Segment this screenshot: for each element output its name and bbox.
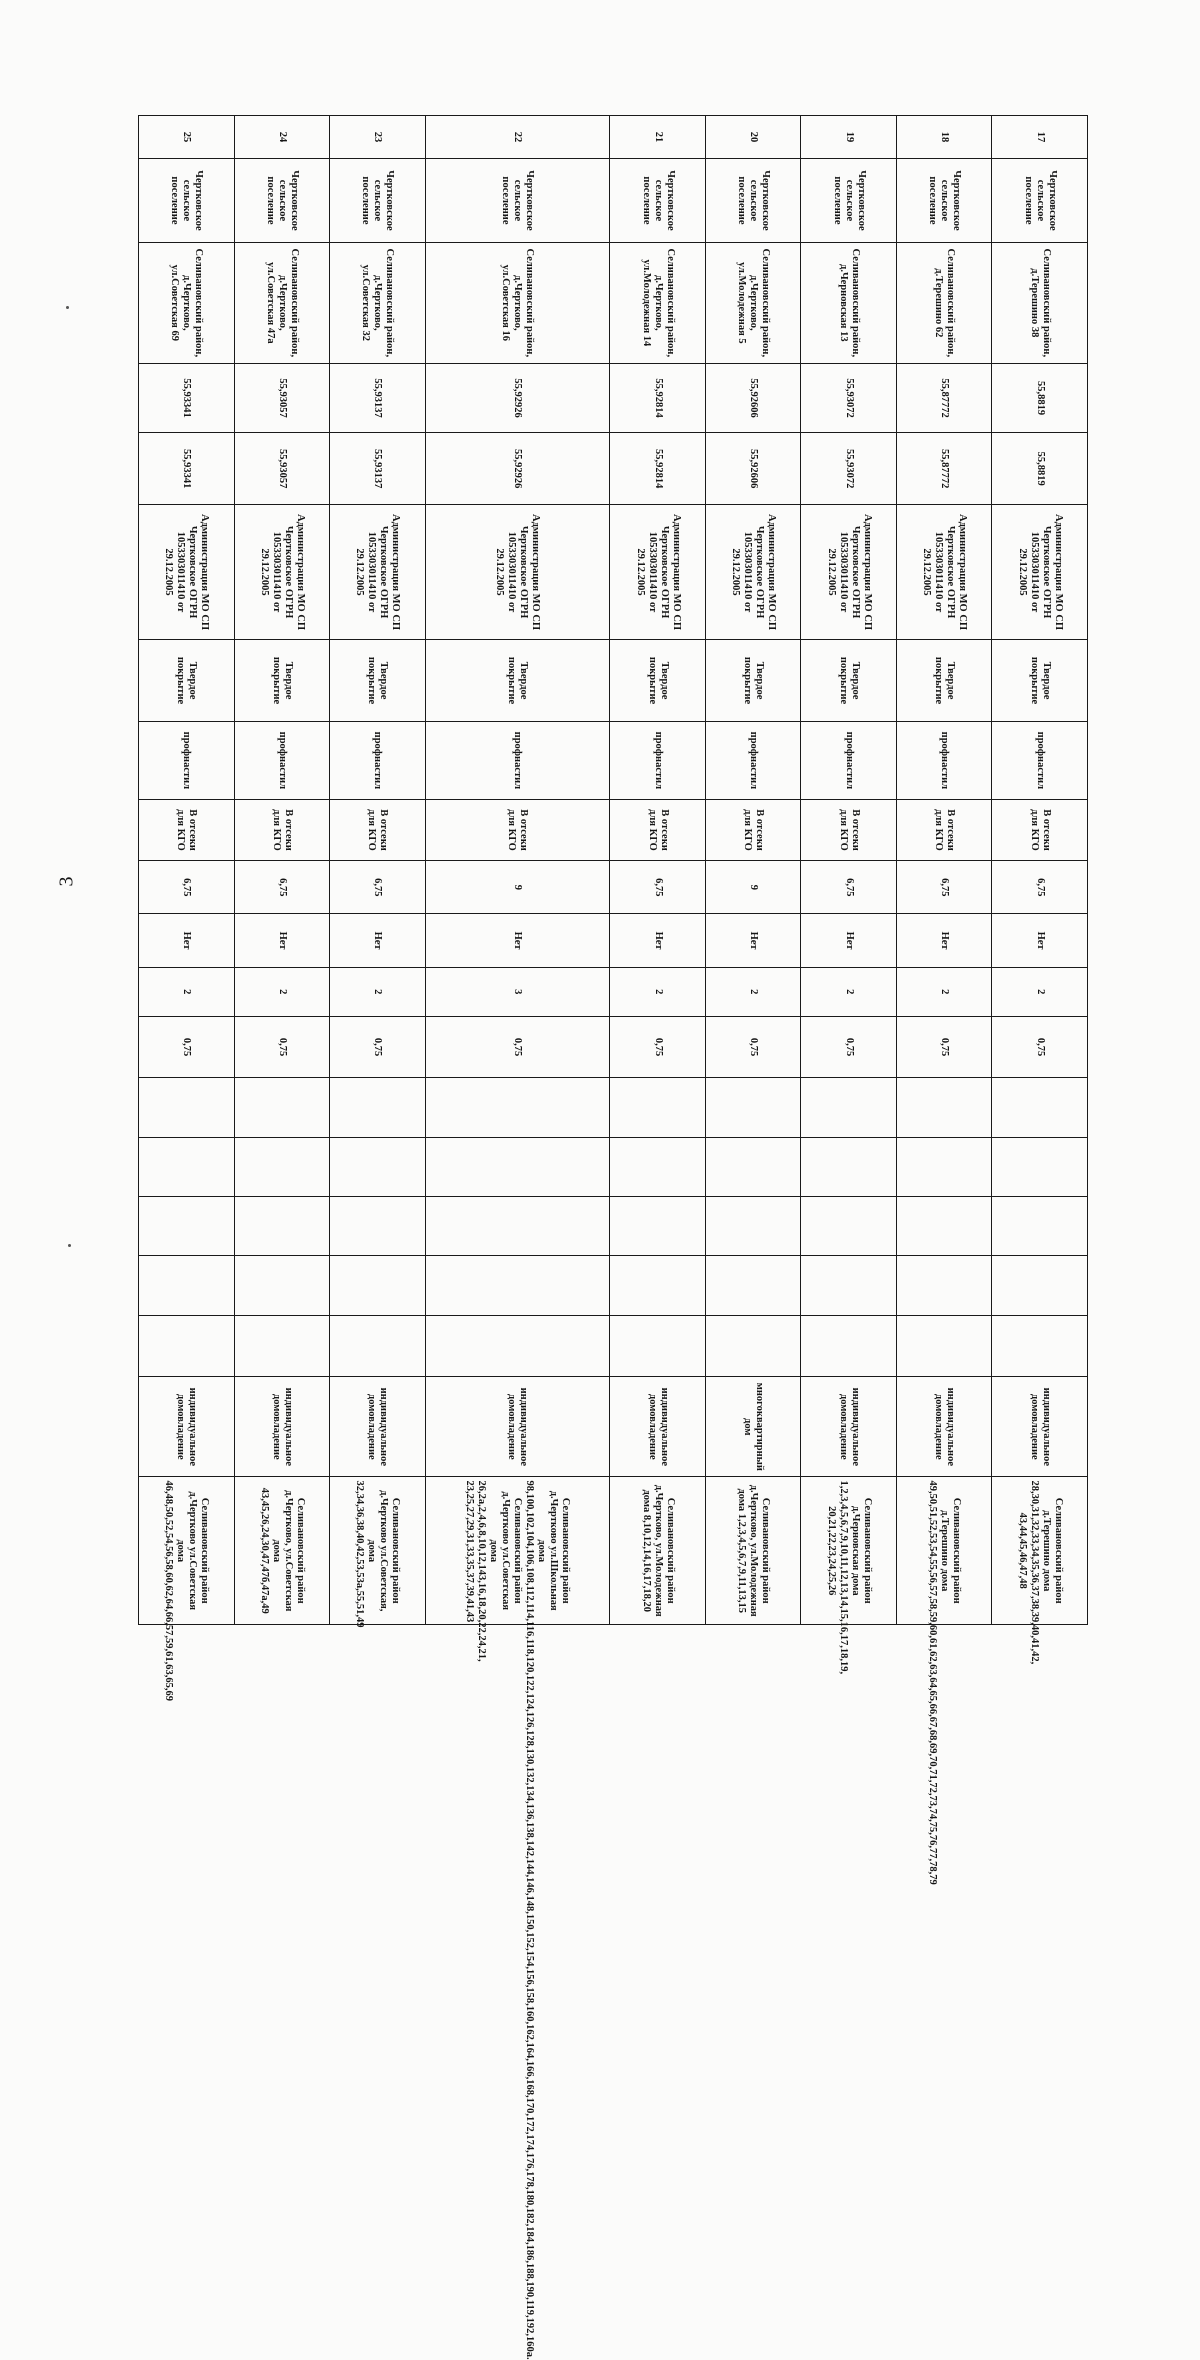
empty-cell [139, 1137, 235, 1196]
empty-cell [705, 1078, 801, 1137]
empty-cell [801, 1137, 897, 1196]
empty-cell [330, 1196, 426, 1255]
empty-cell [425, 1078, 610, 1137]
area-cell: 6,75 [139, 861, 235, 914]
empty-cell [896, 1315, 992, 1376]
container-volume-cell: 0,75 [801, 1016, 897, 1077]
fence-cell: профнастил [705, 722, 801, 800]
site-address-cell: Селивановский район, д.Черновская 13 [801, 242, 897, 363]
settlement-cell: Чертковское сельское поселение [801, 158, 897, 242]
surface-cell: Твердое покрытие [801, 640, 897, 722]
container-count-cell: 2 [992, 967, 1088, 1016]
empty-cell [705, 1196, 801, 1255]
empty-cell [992, 1315, 1088, 1376]
site-address-cell: Селивановский район, д.Чертково, ул.Молодежная 14 [610, 242, 706, 363]
source-type-cell: индивидуальное домовладение [139, 1377, 235, 1477]
empty-cell [234, 1078, 330, 1137]
empty-cell [139, 1078, 235, 1137]
canopy-cell: Нет [801, 914, 897, 967]
fence-cell: профнастил [801, 722, 897, 800]
scan-speck [66, 306, 69, 309]
table-row [896, 116, 992, 1625]
owner-cell: Администрация МО СП Чертковское ОГРН 1053303011410 от 29.12.2005 [801, 504, 897, 639]
fence-cell: профнастил [425, 722, 610, 800]
owner-cell: Администрация МО СП Чертковское ОГРН 1053303011410 от 29.12.2005 [992, 504, 1088, 639]
canopy-cell: Нет [705, 914, 801, 967]
surface-cell: Твердое покрытие [896, 640, 992, 722]
row-number: 20 [705, 116, 801, 159]
empty-cell [801, 1256, 897, 1315]
empty-cell [610, 1256, 706, 1315]
container-count-cell: 2 [801, 967, 897, 1016]
owner-cell: Администрация МО СП Чертковское ОГРН 1053303011410 от 29.12.2005 [330, 504, 426, 639]
owner-cell: Администрация МО СП Чертковское ОГРН 1053303011410 от 29.12.2005 [705, 504, 801, 639]
table-row [139, 116, 235, 1625]
longitude-cell: 55,8819 [992, 433, 1088, 505]
container-count-cell: 2 [610, 967, 706, 1016]
fence-cell: профнастил [234, 722, 330, 800]
site-address-cell: Селивановский район, д.Терешино 38 [992, 242, 1088, 363]
container-volume-cell: 0,75 [705, 1016, 801, 1077]
empty-cell [234, 1256, 330, 1315]
owner-cell: Администрация МО СП Чертковское ОГРН 1053303011410 от 29.12.2005 [139, 504, 235, 639]
site-address-cell: Селивановский район, д.Чертково, ул.Советская 69 [139, 242, 235, 363]
site-address-cell: Селивановский район, д.Чертково, ул.Советская 47а [234, 242, 330, 363]
longitude-cell: 55,87772 [896, 433, 992, 505]
site-address-cell: Селивановский район, д.Чертково, ул.Советская 32 [330, 242, 426, 363]
settlement-cell: Чертковское сельское поселение [234, 158, 330, 242]
longitude-cell: 55,93072 [801, 433, 897, 505]
bulky-waste-cell: В отсеки для КГО [896, 799, 992, 860]
row-number: 18 [896, 116, 992, 159]
container-volume-cell: 0,75 [139, 1016, 235, 1077]
source-type-cell: индивидуальное домовладение [425, 1377, 610, 1477]
canopy-cell: Нет [896, 914, 992, 967]
settlement-cell: Чертковское сельское поселение [705, 158, 801, 242]
source-type-cell: индивидуальное домовладение [330, 1377, 426, 1477]
fence-cell: профнастил [896, 722, 992, 800]
bulky-waste-cell: В отсеки для КГО [425, 799, 610, 860]
latitude-cell: 55,8819 [992, 363, 1088, 433]
longitude-cell: 55,93137 [330, 433, 426, 505]
table-row [330, 116, 426, 1625]
container-count-cell: 2 [234, 967, 330, 1016]
row-number: 17 [992, 116, 1088, 159]
site-address-cell: Селивановский район, д.Терешино 62 [896, 242, 992, 363]
surface-cell: Твердое покрытие [610, 640, 706, 722]
empty-cell [234, 1196, 330, 1255]
served-houses-cell: Селивановский район д.Чертково, ул.Молодежная дома 1,2,3,4,5,6,7,9,11,13,15 [705, 1477, 801, 1625]
container-count-cell: 2 [330, 967, 426, 1016]
empty-cell [992, 1256, 1088, 1315]
container-volume-cell: 0,75 [992, 1016, 1088, 1077]
area-cell: 6,75 [992, 861, 1088, 914]
settlement-cell: Чертковское сельское поселение [425, 158, 610, 242]
canopy-cell: Нет [234, 914, 330, 967]
waste-sites-table [138, 115, 1088, 2360]
area-cell: 6,75 [234, 861, 330, 914]
area-cell: 9 [705, 861, 801, 914]
table-row [801, 116, 897, 1625]
surface-cell: Твердое покрытие [705, 640, 801, 722]
area-cell: 6,75 [330, 861, 426, 914]
settlement-cell: Чертковское сельское поселение [896, 158, 992, 242]
served-houses-cell: Селивановский район д.Черновская дома 1,2,3,4,5,6,7,9,10,11,12,13,14,15,16,17,18,19, 20,21,22,23,24,25,26 [801, 1477, 897, 1625]
source-type-cell: индивидуальное домовладение [801, 1377, 897, 1477]
table-row [234, 116, 330, 1625]
container-count-cell: 2 [705, 967, 801, 1016]
bulky-waste-cell: В отсеки для КГО [610, 799, 706, 860]
table-row [425, 116, 610, 1625]
container-volume-cell: 0,75 [610, 1016, 706, 1077]
empty-cell [610, 1137, 706, 1196]
served-houses-cell: Селивановский район д.Чертково ул.Советская дома 46,48,50,52,54,56,58,60,62,64,66,57,59,61,63,65,69 [139, 1477, 235, 1625]
container-count-cell: 2 [896, 967, 992, 1016]
settlement-cell: Чертковское сельское поселение [139, 158, 235, 242]
bulky-waste-cell: В отсеки для КГО [330, 799, 426, 860]
surface-cell: Твердое покрытие [139, 640, 235, 722]
area-cell: 9 [425, 861, 610, 914]
latitude-cell: 55,92606 [705, 363, 801, 433]
latitude-cell: 55,92926 [425, 363, 610, 433]
empty-cell [610, 1196, 706, 1255]
canopy-cell: Нет [992, 914, 1088, 967]
canopy-cell: Нет [425, 914, 610, 967]
container-count-cell: 3 [425, 967, 610, 1016]
container-volume-cell: 0,75 [234, 1016, 330, 1077]
page-number: 3 [55, 876, 78, 887]
served-houses-cell: Селивановский район д.Терешино дома 28,30,31,32,33,34,35,36,37,38,39,40,41,42, 43,44,45,46,47,48 [992, 1477, 1088, 1625]
empty-cell [425, 1256, 610, 1315]
row-number: 25 [139, 116, 235, 159]
served-houses-cell: Селивановский район д.Терешино дома 49,50,51,52,53,54,55,56,57,58,59,60,61,62,63,64,65,66,67,68,69,70,71,72,73,74,75,76,77,78,79 [896, 1477, 992, 1625]
surface-cell: Твердое покрытие [425, 640, 610, 722]
latitude-cell: 55,93057 [234, 363, 330, 433]
empty-cell [610, 1315, 706, 1376]
surface-cell: Твердое покрытие [992, 640, 1088, 722]
empty-cell [705, 1315, 801, 1376]
longitude-cell: 55,92814 [610, 433, 706, 505]
empty-cell [139, 1315, 235, 1376]
container-volume-cell: 0,75 [330, 1016, 426, 1077]
source-type-cell: индивидуальное домовладение [234, 1377, 330, 1477]
empty-cell [139, 1196, 235, 1255]
fence-cell: профнастил [610, 722, 706, 800]
area-cell: 6,75 [896, 861, 992, 914]
empty-cell [705, 1137, 801, 1196]
table-body [139, 116, 1088, 2360]
served-houses-cell: Селивановский район д.Чертково ул.Школьная дома 98,100,102,104,106,108,112,114,116,118,120,122,124,126,128,130,132,134,136,138,142,144,146,148,150,152,154,156,158,160,162,164,166,168,170,172,174,176,178,180,182,184,186,188,190,119,192,160а. Селивановский район д.Чертково ул.Советская дома 26,2а,2,4,6,8,10,12,143,16,18,20,22,24,21, 23,25,27,29,31,33,35,37,39,41,43 [425, 1477, 610, 1625]
surface-cell: Твердое покрытие [330, 640, 426, 722]
served-houses-cell: Селивановский район д.Чертково, ул.Советская дома 43,45,26,24,30,47,47б,47а,49 [234, 1477, 330, 1625]
register-table-rotated [138, 115, 1088, 2360]
bulky-waste-cell: В отсеки для КГО [801, 799, 897, 860]
owner-cell: Администрация МО СП Чертковское ОГРН 1053303011410 от 29.12.2005 [610, 504, 706, 639]
empty-cell [330, 1137, 426, 1196]
empty-cell [234, 1137, 330, 1196]
latitude-cell: 55,93341 [139, 363, 235, 433]
empty-cell [896, 1078, 992, 1137]
empty-cell [801, 1315, 897, 1376]
empty-cell [139, 1256, 235, 1315]
source-type-cell: многоквартирный дом [705, 1377, 801, 1477]
area-cell: 6,75 [610, 861, 706, 914]
scan-speck [68, 1244, 71, 1247]
longitude-cell: 55,92926 [425, 433, 610, 505]
fence-cell: профнастил [992, 722, 1088, 800]
empty-cell [896, 1137, 992, 1196]
served-houses-cell: Селивановский район д.Чертково ул.Советская, дома 32,34,36,38,40,42,53,53а,55,51,49 [330, 1477, 426, 1625]
row-number: 19 [801, 116, 897, 159]
row-number: 21 [610, 116, 706, 159]
empty-cell [992, 1137, 1088, 1196]
empty-cell [330, 1315, 426, 1376]
bulky-waste-cell: В отсеки для КГО [992, 799, 1088, 860]
source-type-cell: индивидуальное домовладение [992, 1377, 1088, 1477]
settlement-cell: Чертковское сельское поселение [610, 158, 706, 242]
empty-cell [801, 1196, 897, 1255]
settlement-cell: Чертковское сельское поселение [330, 158, 426, 242]
empty-cell [330, 1256, 426, 1315]
owner-cell: Администрация МО СП Чертковское ОГРН 1053303011410 от 29.12.2005 [425, 504, 610, 639]
empty-cell [992, 1196, 1088, 1255]
canopy-cell: Нет [139, 914, 235, 967]
canopy-cell: Нет [330, 914, 426, 967]
fence-cell: профнастил [139, 722, 235, 800]
table-row [705, 116, 801, 1625]
surface-cell: Твердое покрытие [234, 640, 330, 722]
owner-cell: Администрация МО СП Чертковское ОГРН 1053303011410 от 29.12.2005 [896, 504, 992, 639]
area-cell: 6,75 [801, 861, 897, 914]
empty-cell [705, 1256, 801, 1315]
container-count-cell: 2 [139, 967, 235, 1016]
latitude-cell: 55,92814 [610, 363, 706, 433]
source-type-cell: индивидуальное домовладение [610, 1377, 706, 1477]
container-volume-cell: 0,75 [425, 1016, 610, 1077]
container-volume-cell: 0,75 [896, 1016, 992, 1077]
site-address-cell: Селивановский район, д.Чертково, ул.Молодежная 5 [705, 242, 801, 363]
owner-cell: Администрация МО СП Чертковское ОГРН 1053303011410 от 29.12.2005 [234, 504, 330, 639]
source-type-cell: индивидуальное домовладение [896, 1377, 992, 1477]
site-address-cell: Селивановский район, д.Чертково, ул.Советская 16 [425, 242, 610, 363]
row-number: 22 [425, 116, 610, 159]
bulky-waste-cell: В отсеки для КГО [234, 799, 330, 860]
latitude-cell: 55,87772 [896, 363, 992, 433]
fence-cell: профнастил [330, 722, 426, 800]
empty-cell [234, 1315, 330, 1376]
longitude-cell: 55,93341 [139, 433, 235, 505]
empty-cell [610, 1078, 706, 1137]
table-row [610, 116, 706, 1625]
empty-cell [425, 1196, 610, 1255]
empty-cell [801, 1078, 897, 1137]
latitude-cell: 55,93072 [801, 363, 897, 433]
row-number: 23 [330, 116, 426, 159]
served-houses-cell: Селивановский район д.Чертково, ул.Молодежная дома 8,10,12,14,16,17,18,20 [610, 1477, 706, 1625]
empty-cell [425, 1137, 610, 1196]
table-row [992, 116, 1088, 1625]
empty-cell [896, 1256, 992, 1315]
empty-cell [425, 1315, 610, 1376]
longitude-cell: 55,93057 [234, 433, 330, 505]
canopy-cell: Нет [610, 914, 706, 967]
latitude-cell: 55,93137 [330, 363, 426, 433]
row-number: 24 [234, 116, 330, 159]
bulky-waste-cell: В отсеки для КГО [705, 799, 801, 860]
longitude-cell: 55,92606 [705, 433, 801, 505]
empty-cell [330, 1078, 426, 1137]
empty-cell [992, 1078, 1088, 1137]
empty-cell [896, 1196, 992, 1255]
bulky-waste-cell: В отсеки для КГО [139, 799, 235, 860]
settlement-cell: Чертковское сельское поселение [992, 158, 1088, 242]
